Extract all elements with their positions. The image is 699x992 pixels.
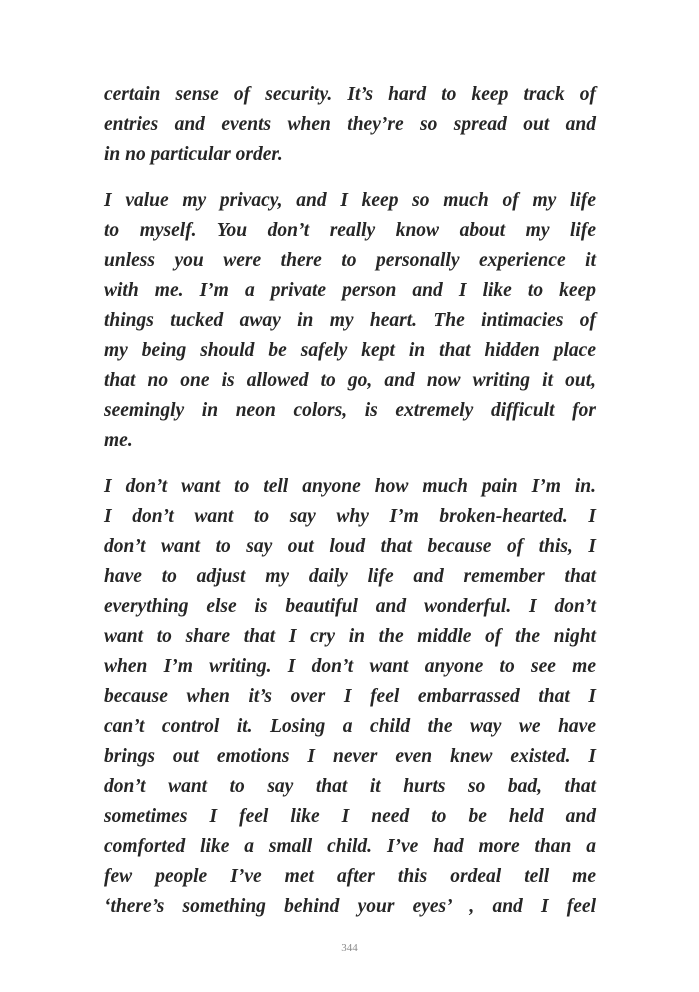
text-line: to myself. You don’t really know about my life xyxy=(104,220,596,241)
text-line: few people I’ve met after this ordeal tell me xyxy=(104,866,596,887)
text-line: with me. I’m a private person and I like to keep xyxy=(104,280,596,301)
text-line: things tucked away in my heart. The intimacies of xyxy=(104,310,596,331)
text-line: me. xyxy=(104,430,133,451)
paragraph-1 xyxy=(104,80,596,170)
text-line: because when it’s over I feel embarrassed that I xyxy=(104,686,596,707)
body-text xyxy=(104,80,596,938)
text-line: I don’t want to tell anyone how much pain I’m in. xyxy=(104,476,596,497)
paragraph-3 xyxy=(104,472,596,922)
text-line: have to adjust my daily life and remember that xyxy=(104,566,596,587)
paragraph-2 xyxy=(104,186,596,456)
text-line: I value my privacy, and I keep so much of my life xyxy=(104,190,596,211)
text-line: when I’m writing. I don’t want anyone to see me xyxy=(104,656,596,677)
page-number: 344 xyxy=(341,942,358,954)
text-line: certain sense of security. It’s hard to keep track of xyxy=(104,84,596,105)
text-line: entries and events when they’re so spread out and xyxy=(104,114,596,135)
text-line: comforted like a small child. I’ve had more than a xyxy=(104,836,596,857)
text-line: sometimes I feel like I need to be held and xyxy=(104,806,596,827)
text-line: ‘there’s something behind your eyes’ , and I feel xyxy=(104,896,596,917)
text-line: don’t want to say out loud that because of this, I xyxy=(104,536,596,557)
text-line: that no one is allowed to go, and now writing it out, xyxy=(104,370,596,391)
text-line: seemingly in neon colors, is extremely difficult for xyxy=(104,400,596,421)
text-line: my being should be safely kept in that hidden place xyxy=(104,340,596,361)
text-line: don’t want to say that it hurts so bad, that xyxy=(104,776,596,797)
text-line: I don’t want to say why I’m broken-hearted. I xyxy=(104,506,596,527)
text-line: everything else is beautiful and wonderful. I don’t xyxy=(104,596,596,617)
text-line: can’t control it. Losing a child the way we have xyxy=(104,716,596,737)
text-line: in no particular order. xyxy=(104,144,283,165)
text-line: brings out emotions I never even knew existed. I xyxy=(104,746,596,767)
text-line: want to share that I cry in the middle of the night xyxy=(104,626,596,647)
text-line: unless you were there to personally experience it xyxy=(104,250,596,271)
